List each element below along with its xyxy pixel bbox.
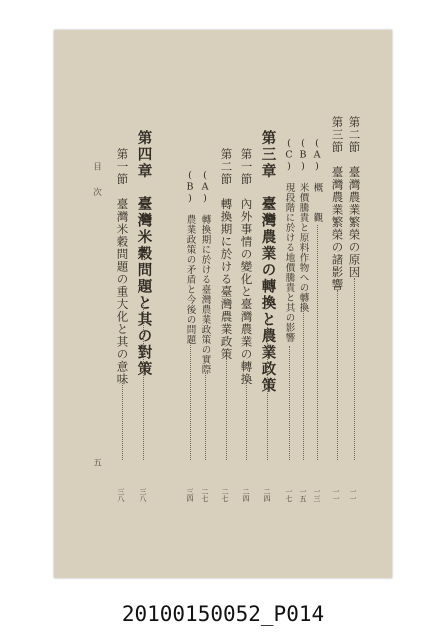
toc-page-number: 三八 (139, 488, 147, 502)
toc-section-3-1: 第一節 內外事情の變化と臺灣農業の轉換 (239, 148, 254, 386)
toc-section-2-2: 第二節 臺灣農業繁榮の原因 (347, 116, 362, 279)
toc-leader-dots (143, 302, 144, 460)
toc-leader-dots (226, 356, 227, 460)
toc-section-2-3: 第三節 臺灣農業繁榮の諸影響 (330, 116, 345, 291)
toc-leader-dots (317, 225, 318, 460)
image-caption: 20100150052_P014 (121, 602, 325, 626)
toc-page-number: 三八 (117, 488, 125, 502)
toc-page-number: 一一 (349, 488, 357, 502)
toc-leader-dots (289, 346, 290, 460)
toc-leader-dots (190, 342, 191, 460)
toc-page-number: 一三 (313, 488, 321, 502)
toc-leader-dots (205, 373, 206, 460)
toc-subsection-b: (B) 農業政策の矛盾と今後の問題 (184, 170, 196, 345)
page-footer-label: 目 次 (91, 162, 102, 196)
toc-page-number: 二七 (221, 488, 229, 502)
toc-page-number: 一五 (299, 488, 307, 502)
toc-leader-dots (354, 278, 355, 460)
toc-subsection-a: (A) 概 觀 (311, 138, 323, 223)
toc-section-3-2: 第二節 轉換期に於ける臺灣農業政策 (219, 148, 234, 361)
toc-leader-dots (267, 320, 268, 460)
toc-leader-dots (303, 300, 304, 460)
toc-page-number: 二七 (201, 488, 209, 502)
toc-chapter-4: 第四章 臺灣米穀問題と其の對策 (135, 130, 153, 378)
toc-page-number: 一七 (285, 488, 293, 502)
book-page (54, 30, 392, 578)
toc-section-4-1: 第一節 臺灣米穀問題の重大化と其の意味 (115, 148, 130, 386)
toc-page-number: 一一 (332, 488, 340, 502)
toc-page-number: 二四 (242, 488, 250, 502)
page-footer-number: 五 (91, 458, 102, 467)
toc-page-number: 二四 (263, 488, 271, 502)
toc-leader-dots (246, 380, 247, 460)
toc-leader-dots (337, 290, 338, 460)
toc-chapter-3: 第三章 臺灣農業の轉換と農業政策 (259, 130, 277, 394)
toc-subsection-b: (B) 米價騰貴と原料作物への轉換 (297, 138, 309, 313)
toc-subsection-a: (A) 轉換期に於ける臺灣農業政策の實際 (199, 170, 211, 375)
toc-page-number: 三四 (186, 488, 194, 502)
toc-leader-dots (122, 380, 123, 460)
toc-subsection-c: (C) 現段階に於ける地價騰貴と其の影響 (283, 138, 295, 343)
